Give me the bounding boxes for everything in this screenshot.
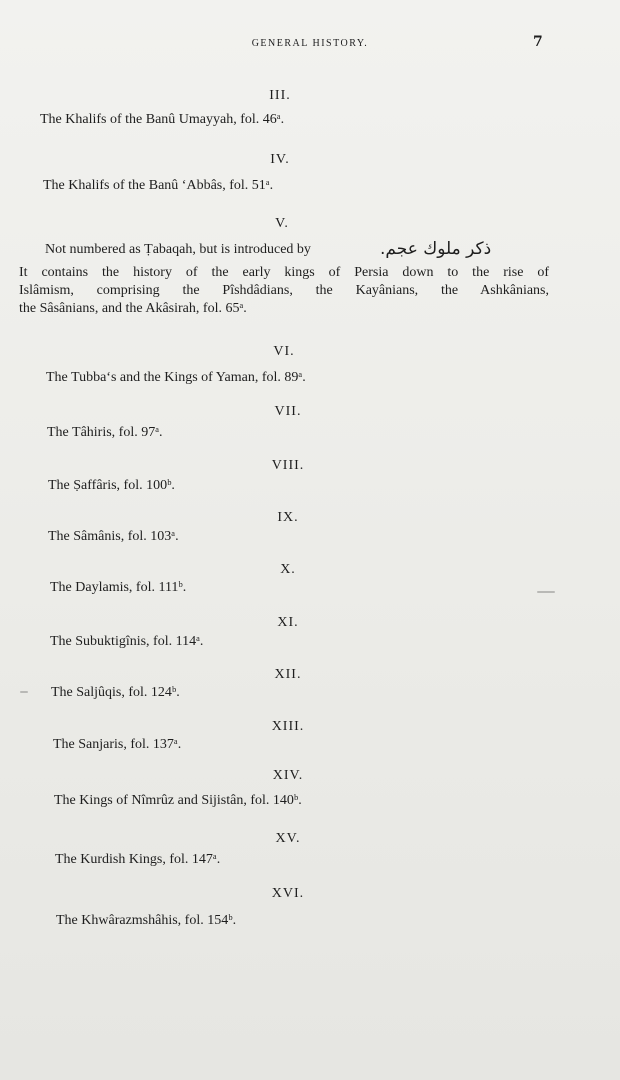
arabic-heading: ذكر ملوك عجم.: [380, 239, 492, 259]
section-entry: The Khwârazmshâhis, fol. 154ᵇ.: [56, 913, 237, 928]
section-entry: The Sâmânis, fol. 103ᵃ.: [48, 529, 179, 544]
section-numeral: XI.: [277, 615, 299, 630]
section-numeral: XII.: [274, 667, 302, 682]
paper-mark: [20, 691, 28, 693]
section-numeral: III.: [269, 88, 291, 103]
section-entry: The Daylamis, fol. 111ᵇ.: [50, 580, 187, 595]
section-entry: The Subuktigînis, fol. 114ᵃ.: [50, 634, 204, 649]
paper-mark: [537, 591, 555, 593]
section-numeral: IV.: [270, 152, 290, 167]
running-head: GENERAL HISTORY.: [251, 38, 369, 49]
section-entry: The Kings of Nîmrûz and Sijistân, fol. 140ᵇ.: [54, 793, 302, 808]
section-numeral: V.: [275, 216, 289, 231]
section-intro: Not numbered as Ṭabaqah, but is introduced by: [45, 242, 311, 257]
paragraph-line: It contains the history of the early kings of Persia down to the rise of: [19, 265, 549, 280]
paragraph-line: Islâmism, comprising the Pîshdâdians, the Kayânians, the Ashkânians,: [19, 283, 549, 298]
section-paragraph: [19, 264, 549, 318]
section-entry: The Sanjaris, fol. 137ᵃ.: [53, 737, 182, 752]
section-entry: The Khalifs of the Banû Umayyah, fol. 46ᵃ.: [40, 112, 285, 127]
paragraph-line: the Sâsânians, and the Akâsirah, fol. 65ᵃ.: [19, 301, 247, 316]
section-numeral: XV.: [275, 831, 301, 846]
section-entry: The Kurdish Kings, fol. 147ᵃ.: [55, 852, 221, 867]
section-numeral: XIV.: [272, 768, 304, 783]
section-entry: The Tâhiris, fol. 97ᵃ.: [47, 425, 163, 440]
section-entry: The Saljûqis, fol. 124ᵇ.: [51, 685, 180, 700]
page-number: 7: [533, 34, 543, 50]
section-numeral: VII.: [274, 404, 302, 419]
section-numeral: XIII.: [271, 719, 305, 734]
section-numeral: IX.: [277, 510, 299, 525]
section-numeral: X.: [280, 562, 296, 577]
section-entry: The Tubba‘s and the Kings of Yaman, fol. 89ᵃ.: [46, 370, 306, 385]
section-entry: The Ṣaffâris, fol. 100ᵇ.: [48, 478, 175, 493]
section-numeral: VI.: [273, 344, 295, 359]
section-entry: The Khalifs of the Banû ‘Abbâs, fol. 51ᵃ.: [43, 178, 274, 193]
section-numeral: XVI.: [271, 886, 305, 901]
section-numeral: VIII.: [271, 458, 305, 473]
